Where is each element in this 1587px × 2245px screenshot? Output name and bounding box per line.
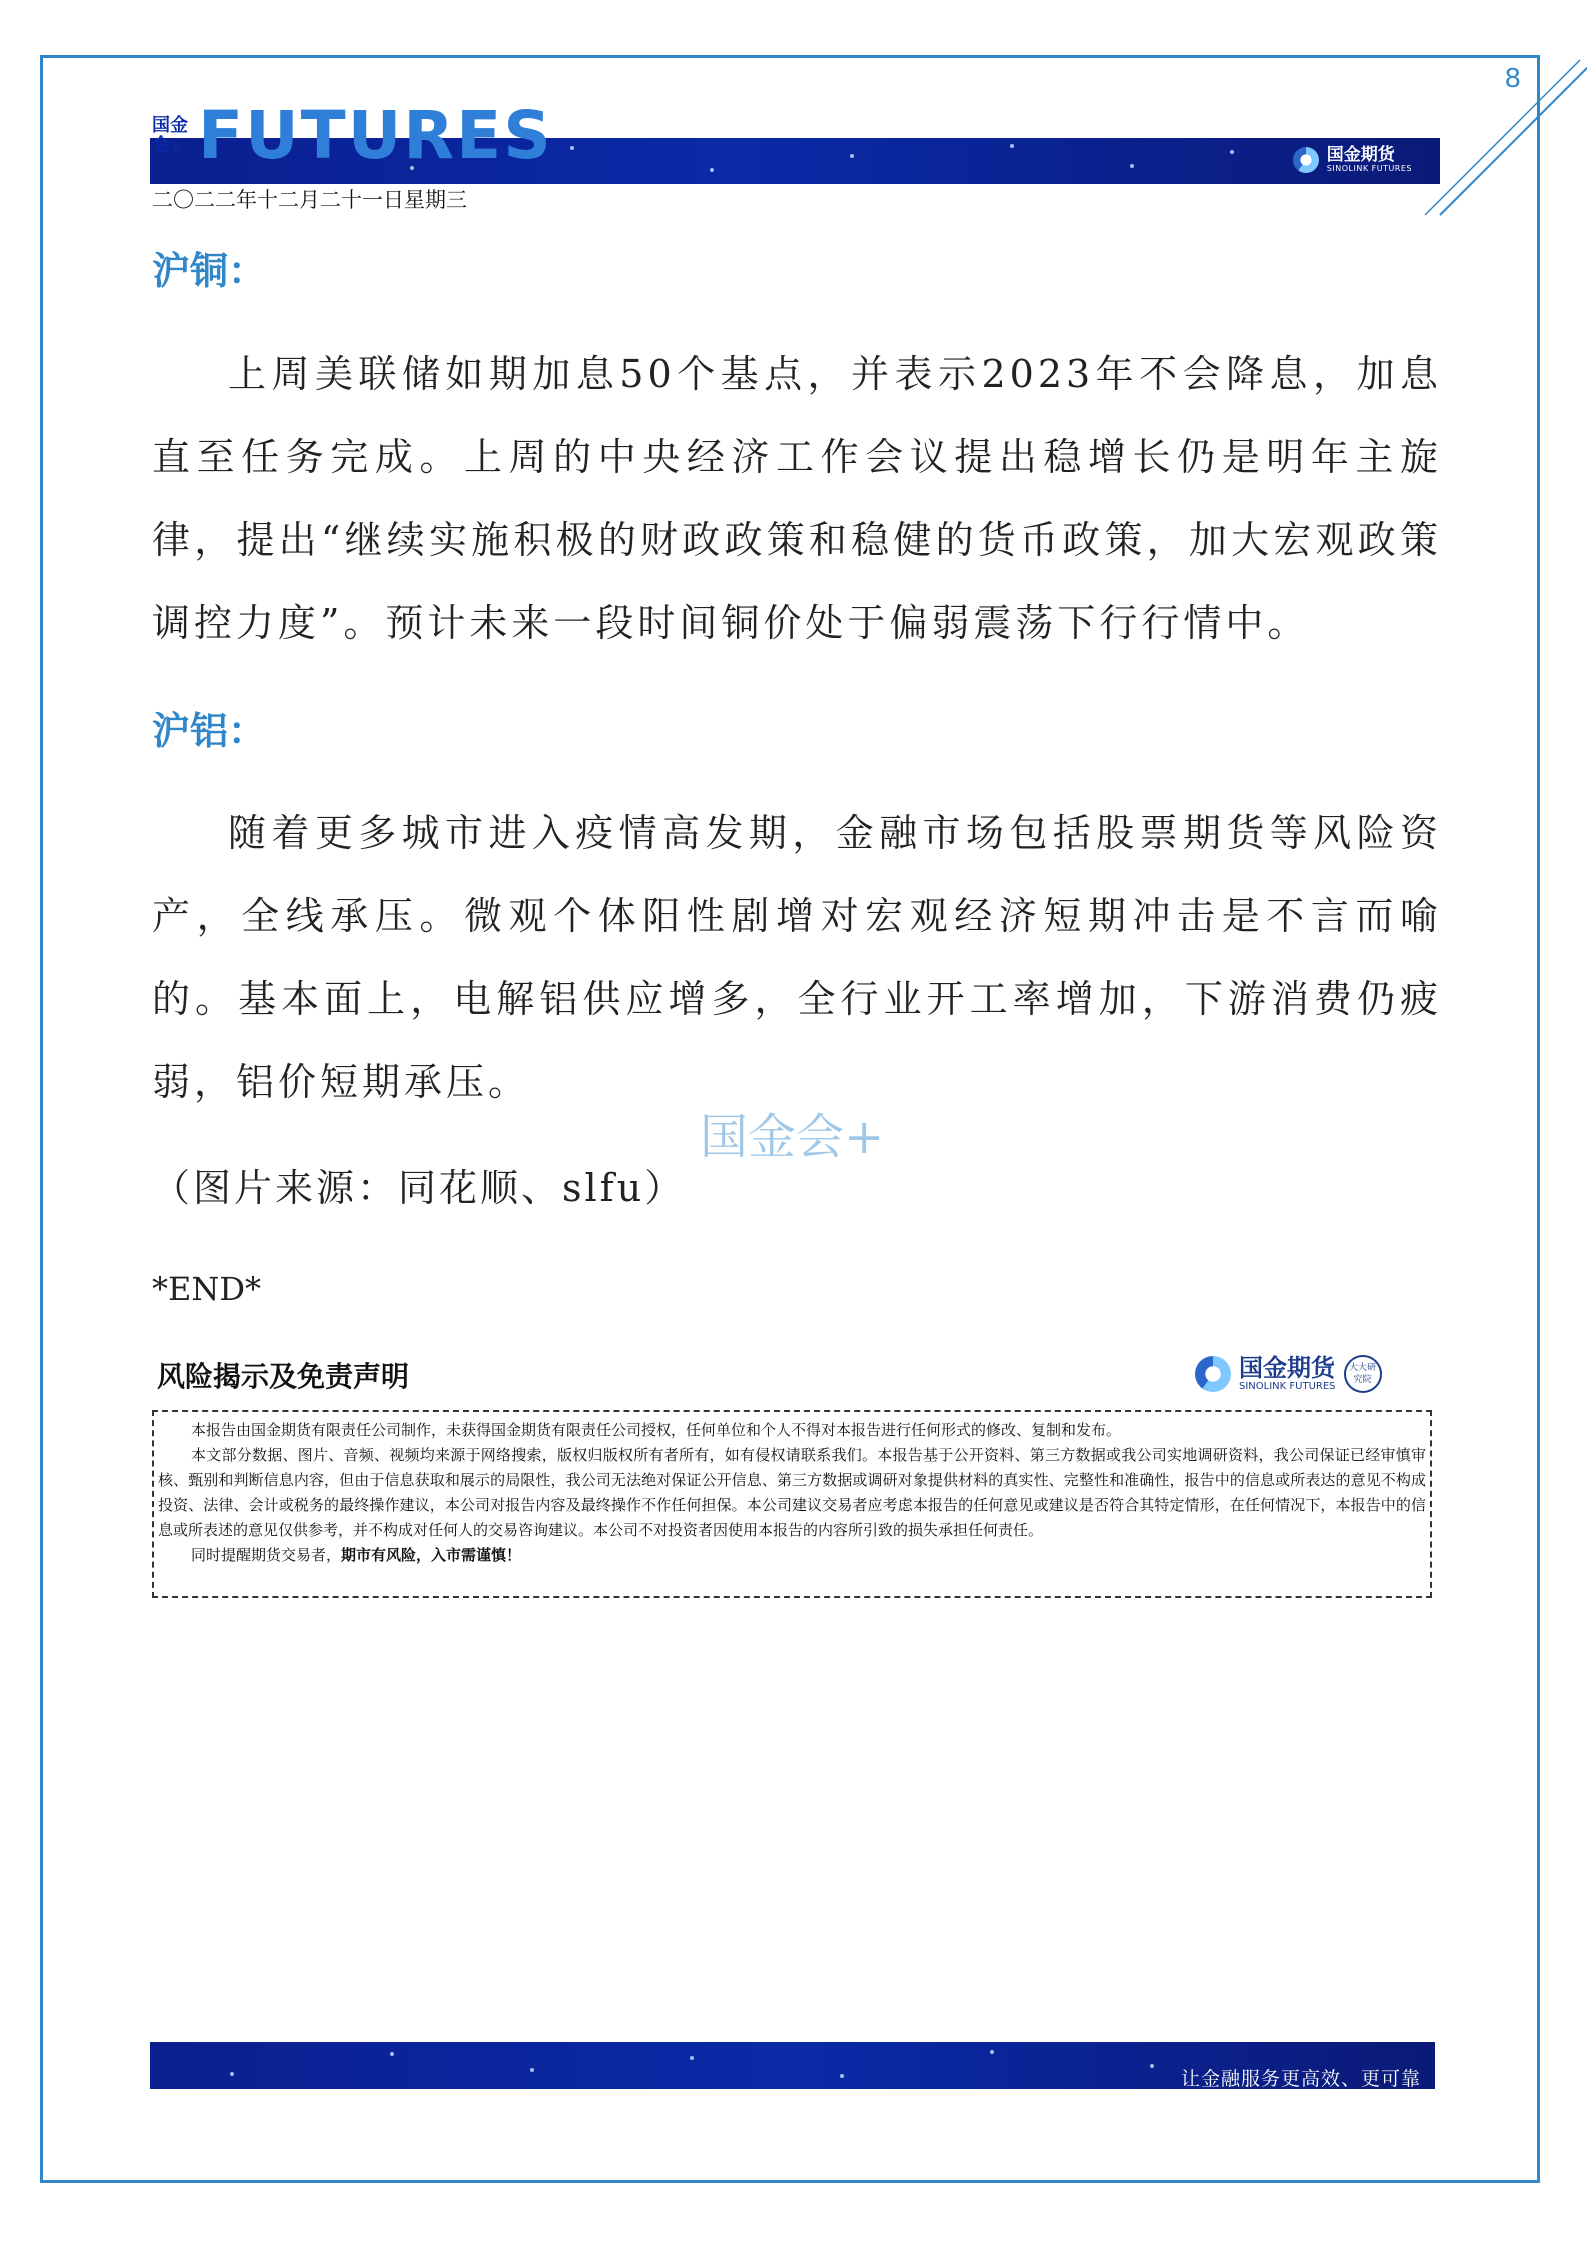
end-marker: *END* (152, 1270, 262, 1308)
disclaimer-title: 风险揭示及免责声明 (157, 1360, 410, 1393)
section-paragraph-copper: 上周美联储如期加息50个基点，并表示2023年不会降息，加息直至任务完成。上周的中央经济工作会议提出稳增长仍是明年主旋律，提出“继续实施积极的财政政策和稳健的货币政策，加大宏观政策调控力度”。预计未来一段时间铜价处于偏弱震荡下行行情中。 (152, 352, 1442, 645)
section-title-aluminum: 沪铝： (152, 709, 267, 753)
disclaimer-paragraph-2: 本文部分数据、图片、音频、视频均来源于网络搜索，版权归版权所有者所有，如有侵权请联系我们。本报告基于公开资料、第三方数据或我公司实地调研资料，我公司保证已经审慎审核、甄别和判断信息内容，但由于信息获取和展示的局限性，我公司无法绝对保证公开信息、第三方数据或调研对象提供材料的真实性、完整性和准确性，报告中的信息或所表达的意见不构成投资、法律、会计或税务的最终操作建议，本公司对报告内容及最终操作不作任何担保。本公司建议交易者应考虑本报告的任何意见或建议是否符合其特定情形，在任何情况下，本报告中的信息或所表述的意见仅供参考，并不构成对任何人的交易咨询建议。本公司不对投资者因使用本报告的内容所引致的损失承担任何责任。 (158, 1446, 1426, 1539)
section-title-copper: 沪铜： (152, 249, 267, 293)
image-source-note: （图片来源：同花顺、slfu） (152, 1166, 686, 1210)
sinolink-logo-icon (1195, 1356, 1231, 1392)
disclaimer-box (152, 1410, 1432, 1598)
watermark: 国金会+ (700, 1109, 885, 1165)
disclaimer-logo-cn: 国金期货 (1239, 1354, 1335, 1382)
research-seal-icon: 大大研究院 (1344, 1355, 1382, 1393)
page-number: 8 (1505, 62, 1521, 93)
report-date: 二〇二二年十二月二十一日星期三 (152, 188, 467, 212)
sinolink-logo-icon (1293, 147, 1319, 173)
disclaimer-paragraph-3: 同时提醒期货交易者，期市有风险，入市需谨慎！ (191, 1546, 522, 1564)
section-paragraph-aluminum: 随着更多城市进入疫情高发期，金融市场包括股票期货等风险资产，全线承压。微观个体阳性剧增对宏观经济短期冲击是不言而喻的。基本面上，电解铝供应增多，全行业开工率增加，下游消费仍疲弱，铝价短期承压。 (152, 811, 1442, 1104)
corner-decoration (1420, 55, 1587, 225)
disclaimer-logo (1195, 1355, 1382, 1393)
footer-slogan: 让金融服务更高效、更可靠 (1180, 2068, 1421, 2089)
logo-en: SINOLINK FUTURES (1326, 164, 1412, 173)
brand-small: 国金 会+ (152, 115, 188, 156)
risk-warning: 期市有风险，入市需谨慎！ (341, 1546, 522, 1564)
disclaimer-paragraph-1: 本报告由国金期货有限责任公司制作，未获得国金期货有限责任公司授权，任何单位和个人不得对本报告进行任何形式的修改、复制和发布。 (191, 1421, 1122, 1439)
footer-banner (150, 2042, 1435, 2089)
disclaimer-logo-en: SINOLINK FUTURES (1239, 1381, 1336, 1392)
header-logo (1293, 146, 1412, 174)
logo-cn: 国金期货 (1326, 145, 1395, 165)
brand-futures: FUTURES (198, 97, 553, 174)
